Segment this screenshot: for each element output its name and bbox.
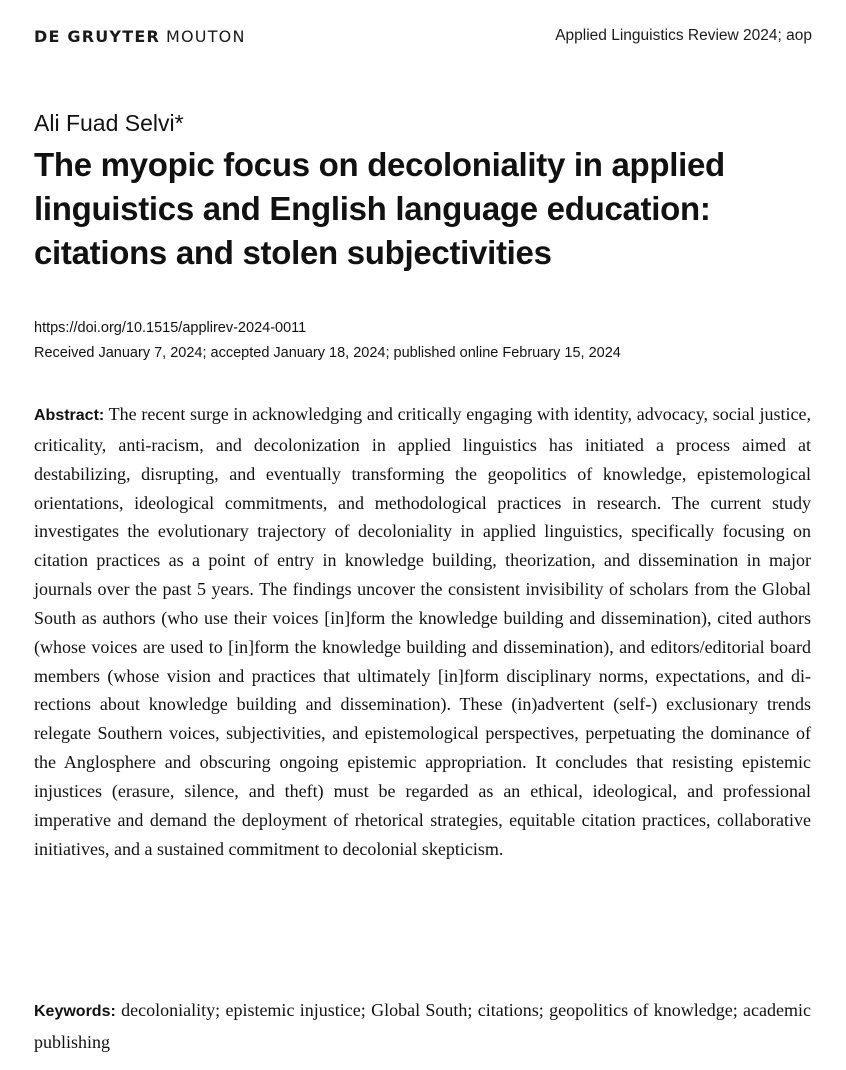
keywords-label: Keywords: [34, 1003, 116, 1020]
abstract-text: The recent surge in acknowledging and critically engaging with identity, advocacy, social justice, criticality, anti-racism, and decolonization in applied linguistics has initiated a process aimed at destabilizing, disrupting, and eventually transforming the geopolitics of knowledge, epistemological orientations, ideological commitments, and methodological practices in research. The current study investigates the evolutionary trajectory of decoloniality in applied linguistics, specifically focusing on citation practices as a point of entry in knowledge building, theorization, and dissemination in major journals over the past 5 years. The findings uncover the consistent invisibility of scholars from the Global South as authors (who use their voices [in]form the knowledge building and dissemination), cited authors (whose voices are used to [in]form the knowledge building and dissemination), and editors/editorial board members (whose vision and practices that ultimately [in]form disciplinary norms, expectations, and directions about knowledge building and dissemination). These (in)advertent (self-) exclusionary trends relegate Southern voices, subjectivities, and epistemological perspectives, perpetuating the dominance of the Anglosphere and obscuring ongoing epistemic appropriation. It concludes that resisting epistemic injustices (erasure, silence, and theft) must be regarded as an ethical, ideological, and professional imperative and demand the deployment of rhetorical strategies, equitable citation practices, collaborative initiatives, and a sustained commitment to decolonial skepticism. [34, 404, 811, 859]
author-name: Ali Fuad Selvi* [34, 110, 184, 136]
publisher-name-light: MOUTON [165, 26, 246, 46]
publisher-logo [34, 27, 246, 46]
publication-dates: Received January 7, 2024; accepted January 18, 2024; published online February 15, 2024 [34, 345, 621, 361]
abstract [34, 400, 811, 864]
publisher-name-bold: DE GRUYTER [34, 26, 160, 46]
journal-citation: Applied Linguistics Review 2024; aop [555, 27, 812, 44]
doi-link[interactable]: https://doi.org/10.1515/applirev-2024-0011 [34, 320, 307, 336]
running-header [34, 24, 812, 48]
keywords [34, 995, 811, 1057]
abstract-label: Abstract: [34, 407, 105, 424]
article-title: The myopic focus on decoloniality in applied linguistics and English language education: citations and stolen subjectivities [34, 146, 725, 271]
keywords-text: decoloniality; epistemic injustice; Global South; citations; geopolitics of knowledge; academic publishing [34, 1000, 812, 1052]
article-metadata [34, 316, 621, 366]
